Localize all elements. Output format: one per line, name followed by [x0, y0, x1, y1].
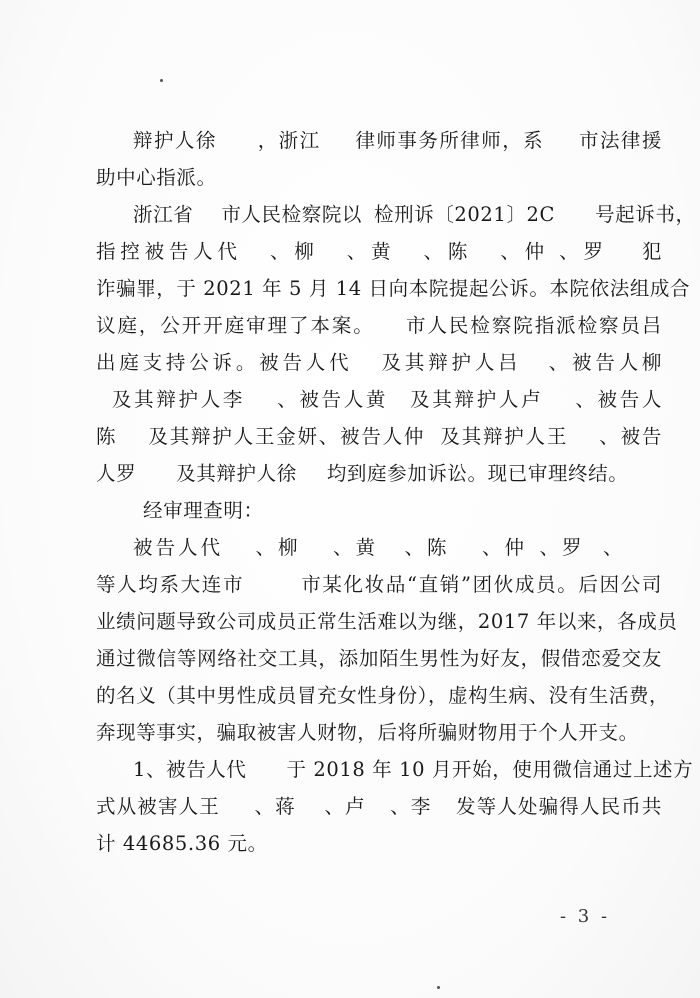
text-line: 辩护人徐 ，浙江 律师事务所律师，系 市法律援 [133, 129, 662, 152]
scan-speck [437, 986, 440, 989]
text-line: 人罗 及其辩护人徐 均到庭参加诉讼。现已审理终结。 [96, 462, 629, 485]
text-line: 议庭，公开开庭审理了本案。 市人民检察院指派检察员吕 [96, 314, 662, 337]
text-line: 被告人代 、柳 、黄 、陈 、仲 、罗 、 [133, 536, 624, 559]
text-line: 诈骗罪，于 2021 年 5 月 14 日向本院提起公诉。本院依法组成合 [96, 277, 691, 300]
text-line: 出庭支持公诉。被告人代 及其辩护人吕 、被告人柳 [96, 351, 662, 374]
text-line: 1、被告人代 于 2018 年 10 月开始，使用微信通过上述方 [133, 758, 694, 781]
text-line: 式从被害人王 、蒋 、卢 、李 发等人处骗得人民币共 [96, 795, 662, 818]
text-line: 经审理查明： [143, 499, 264, 522]
text-line: 业绩问题导致公司成员正常生活难以为继，2017 年以来，各成员 [96, 610, 678, 633]
text-line: 计 44685.36 元。 [96, 832, 268, 855]
text-line: 陈 及其辩护人王金妍、被告人仲 及其辩护人王 、被告 [96, 425, 662, 448]
text-line: 助中心指派。 [96, 166, 217, 189]
text-line: 奔现等事实，骗取被害人财物，后将所骗财物用于个人开支。 [96, 721, 639, 744]
text-line: 浙江省 市人民检察院以 检刑诉〔2021〕2C 号起诉书， [133, 203, 696, 226]
text-line: 指控被告人代 、柳 、黄 、陈 、仲 、罗 犯 [96, 240, 663, 263]
text-line: 通过微信等网络社交工具，添加陌生男性为好友，假借恋爱交友 [96, 647, 662, 670]
text-line: 等人均系大连市 市某化妆品“直销”团伙成员。后因公司 [96, 573, 662, 596]
page-number: - 3 - [560, 906, 611, 927]
text-line: 的名义（其中男性成员冒充女性身份），虚构生病、没有生活费， [96, 684, 670, 707]
scan-speck [160, 79, 163, 82]
text-line: 及其辩护人李 、被告人黄 及其辩护人卢 、被告人 [112, 388, 662, 411]
